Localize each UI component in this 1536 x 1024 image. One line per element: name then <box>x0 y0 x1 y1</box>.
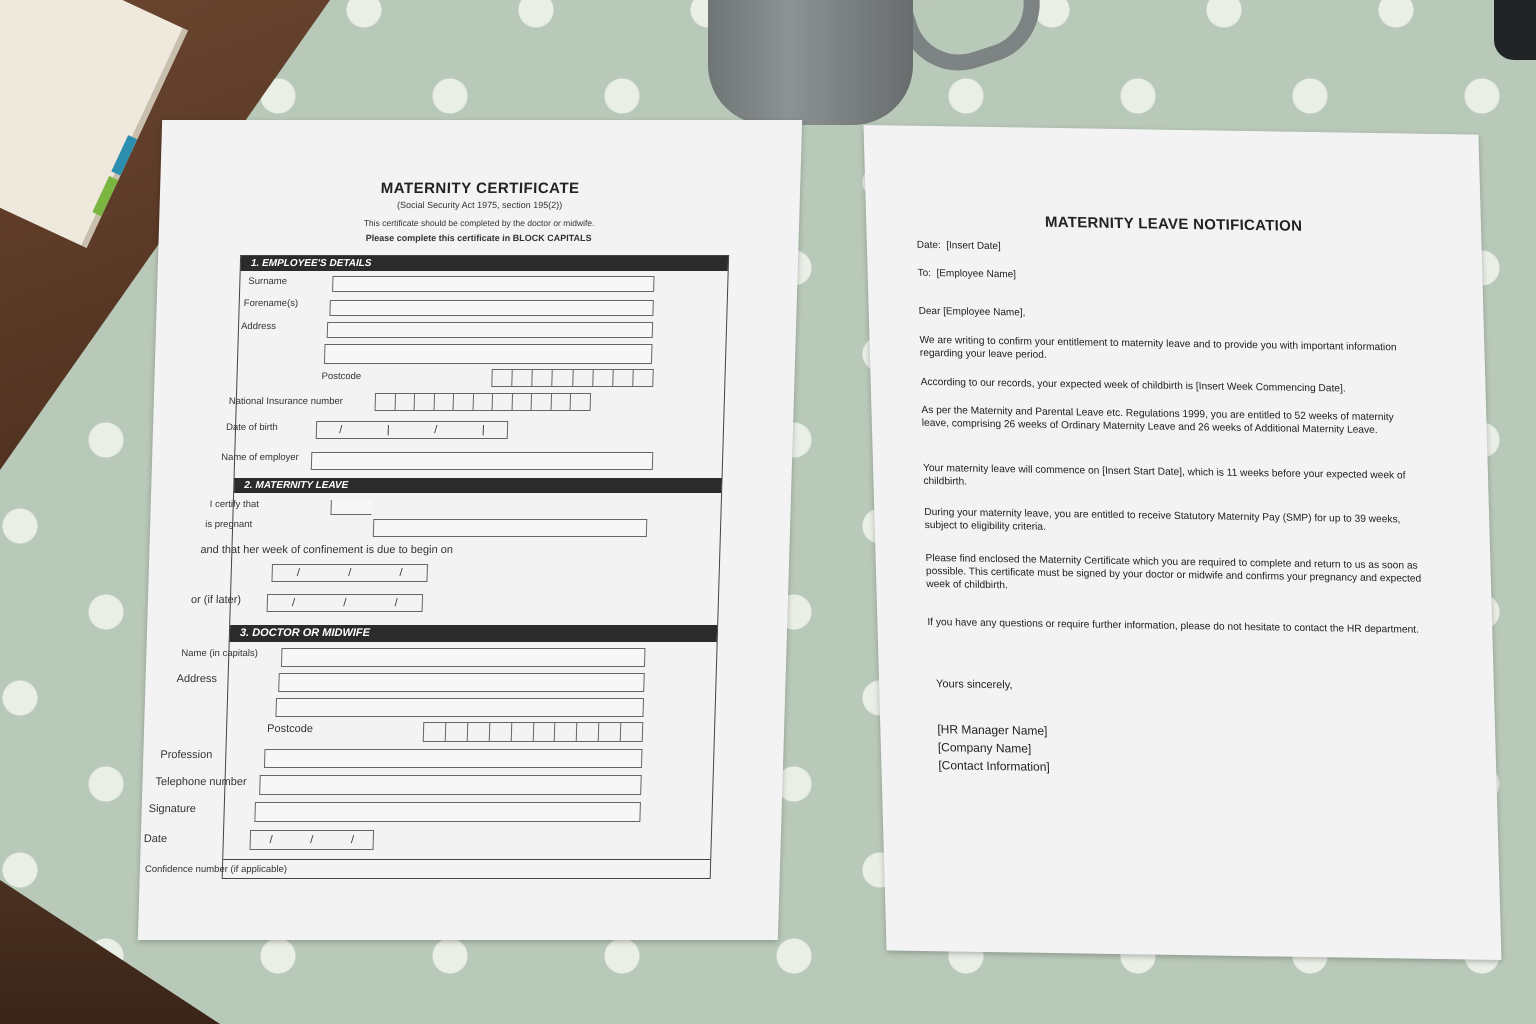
employer-label: Name of employer <box>220 452 299 463</box>
confidence-row <box>144 859 711 879</box>
forenames-field[interactable] <box>329 300 653 316</box>
later-date-field[interactable]: / / / <box>267 594 424 612</box>
letter-signature-hr-manager: [HR Manager Name] <box>937 722 1048 738</box>
employee-address-field-2[interactable] <box>324 344 653 364</box>
grey-mug <box>708 0 913 125</box>
letter-paragraph: During your maternity leave, you are entitled to receive Statutory Maternity Pay (SMP) for up to 39 weeks, subject to eligibility criteria. <box>924 506 1401 533</box>
dob-label: Date of birth <box>225 422 278 433</box>
dark-object <box>1494 0 1536 60</box>
letter-to-value: [Employee Name] <box>936 268 1017 281</box>
certify-name-line[interactable] <box>330 500 371 515</box>
letter-paragraph: We are writing to confirm your entitlement to maternity leave and to provide you with important information regarding your leave period. <box>919 334 1397 361</box>
letter-salutation: Dear [Employee Name], <box>918 305 1026 319</box>
letter-to-label: To: <box>917 267 932 280</box>
letter-signature-company: [Company Name] <box>937 740 1032 756</box>
doctor-name-field[interactable] <box>281 648 646 667</box>
letter-paragraph: As per the Maternity and Parental Leave etc. Regulations 1999, you are entitled to 52 weeks of maternity leave, comprising 26 weeks of Ordinary Maternity Leave and 26 weeks of Additional Maternity Leave. <box>921 404 1394 437</box>
forenames-label: Forename(s) <box>243 298 299 309</box>
telephone-field[interactable] <box>259 775 642 795</box>
doctor-address-field-1[interactable] <box>278 673 645 692</box>
surname-field[interactable] <box>332 276 654 292</box>
profession-label: Profession <box>160 749 213 761</box>
maternity-certificate-paper <box>138 120 802 940</box>
doctor-date-field[interactable]: / / / <box>250 830 375 850</box>
letter-title: MATERNITY LEAVE NOTIFICATION <box>1044 213 1303 235</box>
profession-field[interactable] <box>264 749 643 768</box>
confinement-label: and that her week of confinement is due to begin on <box>200 544 454 556</box>
ni-number-cells[interactable] <box>375 393 592 411</box>
doctor-address-field-2[interactable] <box>275 698 644 717</box>
employee-postcode-cells[interactable] <box>491 369 654 387</box>
surname-label: Surname <box>248 276 288 287</box>
certificate-subtitle: (Social Security Act 1975, section 195(2)) <box>396 200 563 210</box>
letter-date-line <box>917 240 1001 252</box>
pregnant-label: is pregnant <box>205 519 253 530</box>
doctor-postcode-cells[interactable] <box>423 722 644 742</box>
letter-date-label: Date: <box>916 239 941 252</box>
pregnant-name-field[interactable] <box>373 519 648 537</box>
dob-field[interactable]: / | / | <box>316 421 509 439</box>
section-doctor-midwife-heading: 3. DOCTOR OR MIDWIFE <box>230 625 718 642</box>
doctor-date-label: Date <box>143 833 168 845</box>
signature-field[interactable] <box>254 802 641 822</box>
ni-number-label: National Insurance number <box>228 396 344 407</box>
letter-paragraph: If you have any questions or require further information, please do not hesitate to contact the HR department. <box>927 616 1420 636</box>
letter-date-value: [Insert Date] <box>946 240 1001 253</box>
certificate-instruction: This certificate should be completed by the doctor or midwife. <box>363 218 595 228</box>
section-maternity-leave-heading: 2. MATERNITY LEAVE <box>234 478 721 493</box>
section-employee-details-heading: 1. EMPLOYEE'S DETAILS <box>241 256 728 271</box>
letter-closing: Yours sincerely, <box>935 678 1013 692</box>
letter-paragraph: Please find enclosed the Maternity Certificate which you are required to complete and return to us as soon as possible. This certificate must be signed by your doctor or midwife and confirms your pregnancy and expected week of childbirth. <box>925 552 1422 592</box>
employer-field[interactable] <box>311 452 654 470</box>
letter-paragraph: According to our records, your expected week of childbirth is [Insert Week Commencing Date]. <box>920 376 1346 395</box>
certificate-form <box>143 255 730 879</box>
letter-signature-contact: [Contact Information] <box>938 758 1050 774</box>
confidence-label: Confidence number (if applicable) <box>144 864 288 875</box>
certificate-instruction-capitals: Please complete this certificate in BLOCK CAPITALS <box>365 233 592 243</box>
employee-address-field-1[interactable] <box>327 322 653 338</box>
confinement-date-field[interactable]: / / / <box>271 564 428 582</box>
employee-postcode-label: Postcode <box>321 371 362 382</box>
maternity-leave-letter-paper <box>864 125 1502 960</box>
letter-paragraph: Your maternity leave will commence on [Insert Start Date], which is 11 weeks before your expected week of childbirth. <box>922 462 1406 488</box>
signature-label: Signature <box>148 803 196 815</box>
certify-label: I certify that <box>209 499 260 510</box>
letter-to-line <box>917 268 1016 281</box>
doctor-postcode-label: Postcode <box>266 723 314 735</box>
telephone-label: Telephone number <box>155 776 247 788</box>
doctor-name-label: Name (in capitals) <box>181 648 259 659</box>
doctor-address-label: Address <box>176 673 218 685</box>
employee-address-label: Address <box>240 321 277 332</box>
or-later-label: or (if later) <box>190 594 242 606</box>
certificate-title: MATERNITY CERTIFICATE <box>380 180 580 197</box>
